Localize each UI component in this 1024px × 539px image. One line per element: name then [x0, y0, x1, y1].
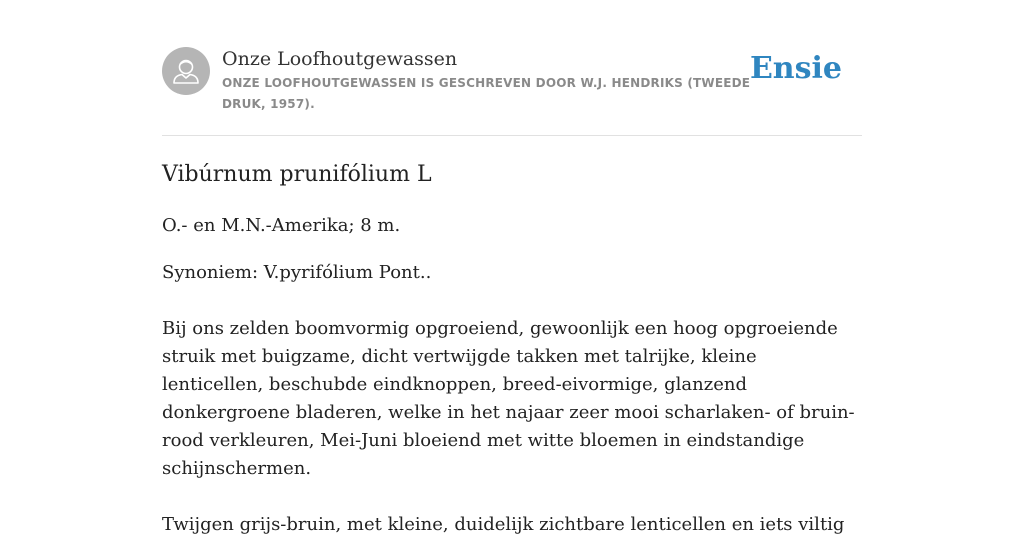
author-avatar[interactable]: [162, 47, 210, 95]
publication-title[interactable]: Onze Loofhoutgewassen: [222, 48, 458, 70]
ensie-logo[interactable]: Ensie: [749, 51, 842, 86]
article-title: Vibúrnum prunifólium L: [162, 162, 432, 187]
publication-header: [162, 47, 862, 117]
article-paragraph-1: Bij ons zelden boomvormig opgroeiend, gewoonlijk een hoog opgroeiende struik met buigzame, dicht vertwijgde takken met talrijke, kleine lenticellen, beschubde eindknoppen, breed-eivormige, glanzend donkergroene bladeren, welke in het najaar zeer mooi scharlaken- of bruin-rood verkleuren, Mei-Juni bloeiend met witte bloemen in eindstandige schijnschermen.: [162, 318, 855, 479]
article-body: [162, 160, 862, 539]
publication-description: ONZE LOOFHOUTGEWASSEN IS GESCHREVEN DOOR W.J. HENDRIKS (TWEEDE DRUK, 1957).: [222, 76, 751, 111]
article-synonym: Synoniem: V.pyrifólium Pont..: [162, 262, 432, 283]
user-silhouette-icon: [162, 47, 210, 95]
header-divider: [162, 135, 862, 136]
article-paragraph-2: Twijgen grijs-bruin, met kleine, duidelijk zichtbare lenticellen en iets viltig: [162, 514, 845, 535]
article-region: O.- en M.N.-Amerika; 8 m.: [162, 215, 401, 236]
